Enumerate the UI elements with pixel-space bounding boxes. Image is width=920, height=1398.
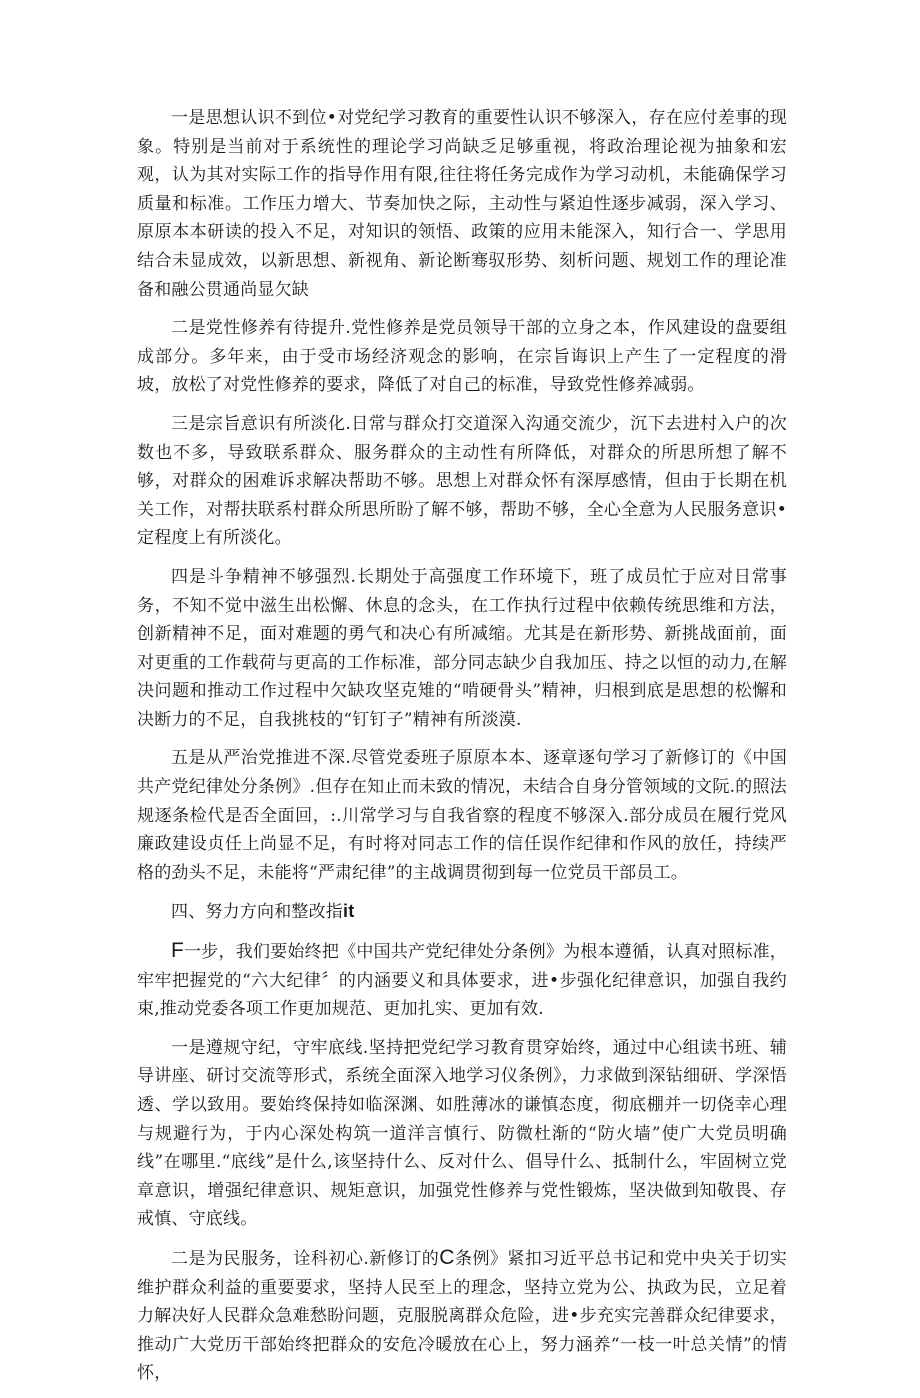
paragraph-intro-cap: F bbox=[171, 939, 185, 963]
section-heading bbox=[137, 897, 787, 927]
paragraph-1: 一是思想认识不到位•对党纪学习教育的重要性认识不够深入，存在应付差事的现象。特别是当前对于系统性的理论学习尚缺乏足够重视，将政治理论视为抽象和宏观，认为其对实际工作的指导作用有限,往往将任务完成作为学习动机，未能确保学习质量和标准。工作压力增大、节奏加快之际，主动性与紧迫性逐步减弱，深入学习、原原本本研读的投入不足，对知识的领悟、政策的应用未能深入，知行合一、学思用结合未显成效，以新思想、新视角、新论断骞驭形势、刻析问题、规划工作的理论准备和融公贯通尚显欠缺 bbox=[137, 108, 787, 300]
paragraph-7-post: 条例》紧扣习近平总书记和党中央关于切实维护群众利益的重要要求，坚持人民至上的理念，坚持立党为公、执政为民，立足着力解决好人民群众急难愁盼问题，克服脱离群众危险，进•步充实完善群众纪律要求，推动广大党历干部始终把群众的安危冷暖放在心上，努力涵养“一枝一叶总关情”的情怀， bbox=[137, 1248, 787, 1384]
paragraph-6: 一是遵规守纪，守牢底线.坚持把党纪学习教育贯穿始终，通过中心组读书班、辅导讲座、研讨交流等形式，系统全面深入地学习仪条例》，力求做到深钻细研、学深悟透、学以致用。要始终保持如临深渊、如胜薄冰的谦慎态度，彻底棚并一切侥幸心理与规避行为，于内心深处构筑一道洋言慎行、防微杜渐的“防火墙”使广大党员明确线”在哪里.“底线”是什么,该坚持什么、反对什么、倡导什么、抵制什么，牢固树立党章意识，增强纪律意识、规矩意识，加强党性修养与党性锻炼，坚决做到知敬畏、存戒慎、守底线。 bbox=[137, 1037, 787, 1230]
paragraph-2: 二是党性修养有待提升.党性修养是党员领导干部的立身之本，作风建设的盘要组成部分。多年来，由于受市场经济观念的影响，在宗旨诲识上产生了一定程度的滑坡，放松了对党性修养的要求，降低了对自己的标准，导致党性修养减弱。 bbox=[137, 318, 787, 396]
document-page bbox=[137, 104, 787, 1398]
paragraph-4: 四是斗争精神不够强烈.长期处于高强度工作环境下，班了成员忙于应对日常事务，不知不觉中滋生出松懈、休息的念头，在工作执行过程中依赖传统思维和方法，创新精神不足，面对难题的勇气和决心有所减缩。尤其是在新形势、新挑战面前，面对更重的工作载荷与更高的工作标准，部分同志缺少自我加压、持之以恒的动力,在解决问题和推动工作过程中欠缺攻坚克雉的“啃硬骨头”精神，归根到底是思想的松懈和决断力的不足，自我挑枝的“钉钉子”精神有所淡漠. bbox=[137, 566, 787, 730]
paragraph-3: 三是宗旨意识有所淡化.日常与群众打交道深入沟通交流少，沉下去进村入户的次数也不多，导致联系群众、服务群众的主动性有所降低，对群众的所思所想了解不够，对群众的困难诉求解决帮助不够。思想上对群众怀有深厚感情，但由于长期在机关工作，对帮扶联系村群众所思所盼了解不够，帮助不够，全心全意为人民服务意识•定程度上有所淡化。 bbox=[137, 413, 787, 549]
paragraph-intro bbox=[137, 937, 787, 1024]
paragraph-7-cap: C bbox=[439, 1245, 455, 1269]
paragraph-intro-text: 一步，我们要始终把《中国共产党纪律处分条例》为根本遵循，认真对照标准，牢牢把握党的“六大纪律〞的内涵要义和具体要求，进•步强化纪律意识，加强自我约束,推动党委各项工作更加规范、更加扎实、更加有效. bbox=[137, 942, 787, 1020]
paragraph-7-pre: 二是为民服务，诠科初心.新修订的 bbox=[171, 1248, 440, 1269]
paragraph-7 bbox=[137, 1244, 787, 1388]
paragraph-5: 五是从严治党推进不深.尽管党委班子原原本本、逐章逐句学习了新修订的《中国共产党纪律处分条例》.但存在知止而未致的情况，未结合自身分管领域的文阮.的照法规逐条检代是否全面回，:.川常学习与自我省察的程度不够深入.部分成员在履行党风廉政建设贞任上尚显不足，有时将对同志工作的信任误作纪律和作风的放任，持续严格的劲头不足，未能将“严肃纪律”的主战调贯彻到每一位党员干部员工。 bbox=[137, 748, 787, 883]
section-heading-text: 四、努力方向和整改指 bbox=[171, 902, 343, 923]
section-heading-tail: it bbox=[343, 901, 355, 922]
